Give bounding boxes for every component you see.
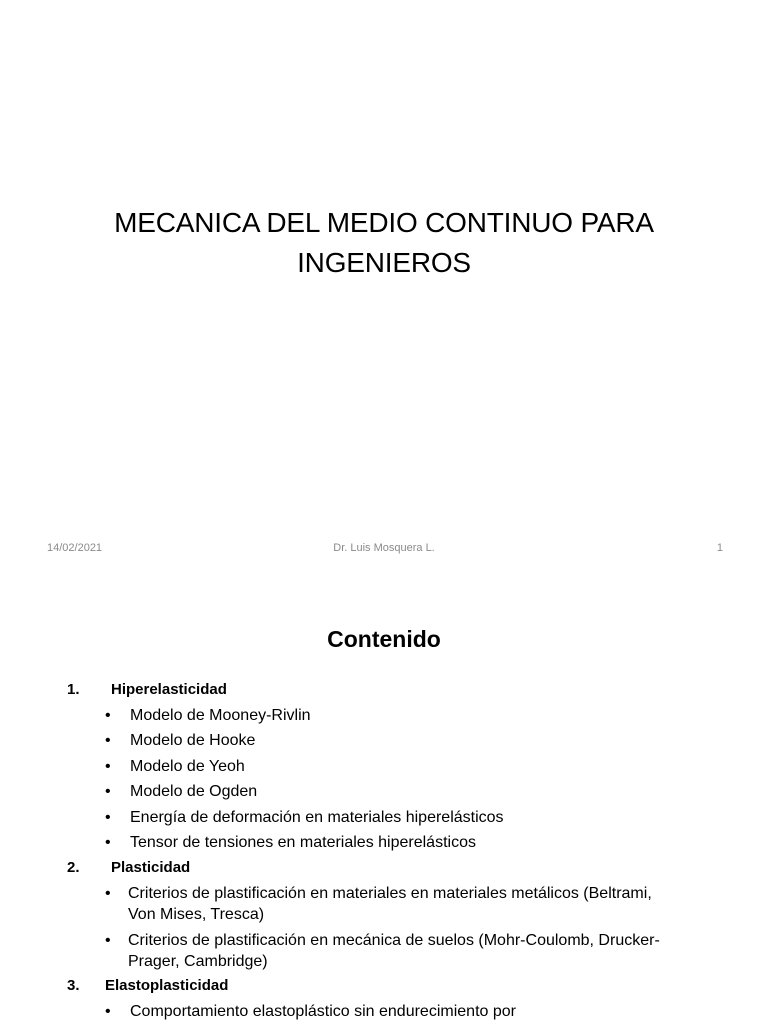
- bullet-icon: •: [105, 834, 111, 851]
- bullet-icon: •: [105, 809, 111, 826]
- section-title: Hiperelasticidad: [111, 681, 227, 698]
- section-title: Elastoplasticidad: [105, 977, 229, 994]
- contents-heading: Contenido: [327, 626, 441, 652]
- footer-date: 14/02/2021: [47, 542, 103, 554]
- section-title: Plasticidad: [111, 859, 191, 876]
- section-number: 1.: [67, 681, 80, 698]
- footer-author: Dr. Luis Mosquera L.: [333, 542, 435, 554]
- slide-title: [60, 203, 708, 283]
- bullet-icon: •: [105, 783, 111, 800]
- footer-page-number: 1: [716, 542, 723, 554]
- slide-title-line-2: INGENIEROS: [297, 247, 471, 278]
- section-number: 3.: [67, 977, 80, 994]
- slide-title-line-1: MECANICA DEL MEDIO CONTINUO PARA: [114, 207, 654, 238]
- contents-slide: Contenido 1. Hiperelasticidad • Modelo de Mooney-Rivlin • Modelo de Hooke • Modelo de Yeoh • Modelo de Ogden • Energía de deformación en materiales hiperelásticos • Tensor de tensiones en materiales hiperelásticos 2. Plasticidad • Criterios de plastificación en materiales en materiales metálicos (Beltrami, Von Mises, Tresca) • Criterios de plastificación en mecánica de suelos (Mohr-Coulomb, Drucker-Prager, Cambridge) 3. Elastoplasticidad • Comportamiento elastoplástico sin endurecimiento por: [0, 576, 768, 1024]
- section-number: 2.: [67, 859, 80, 876]
- bullet-icon: •: [105, 707, 111, 724]
- bullet-icon: •: [105, 885, 111, 902]
- bullet-icon: •: [105, 1003, 111, 1020]
- bullet-icon: •: [105, 732, 111, 749]
- bullet-icon: •: [105, 758, 111, 775]
- bullet-icon: •: [105, 932, 111, 949]
